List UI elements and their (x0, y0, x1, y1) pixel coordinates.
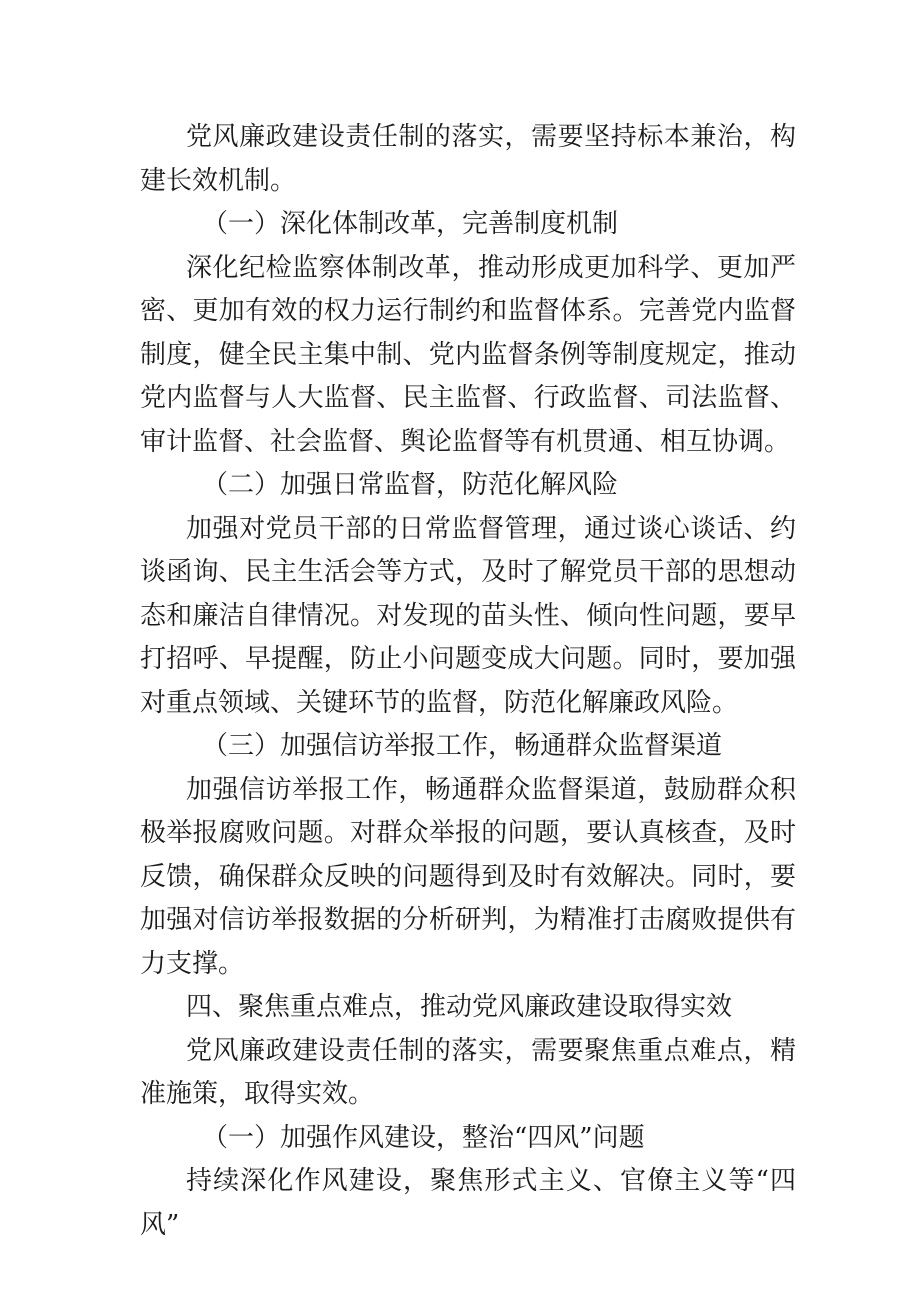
paragraph-reform: 深化纪检监察体制改革，推动形成更加科学、更加严密、更加有效的权力运行制约和监督体系。完善党内监督制度，健全民主集中制、党内监督条例等制度规定，推动党内监督与人大监督、民主监督、行政监督、司法监督、审计监督、社会监督、舆论监督等有机贯通、相互协调。 (140, 252, 796, 457)
subheading-work-style: （一）加强作风建设，整治“四风”问题 (202, 1122, 645, 1153)
subheading-reform: （一）深化体制改革，完善制度机制 (202, 209, 619, 239)
subheading-petitions: （三）加强信访举报工作，畅通群众监督渠道 (202, 731, 723, 761)
paragraph-supervision: 加强对党员干部的日常监督管理，通过谈心谈话、约谈函询、民主生活会等方式，及时了解党员干部的思想动态和廉洁自律情况。对发现的苗头性、倾向性问题，要早打招呼、早提醒，防止小问题变成大问题。同时，要加强对重点领域、关键环节的监督，防范化解廉政风险。 (140, 513, 796, 718)
subheading-supervision: （二）加强日常监督，防范化解风险 (202, 470, 619, 500)
section-heading-four: 四、聚焦重点难点，推动党风廉政建设取得实效 (186, 992, 733, 1022)
paragraph-petitions: 加强信访举报工作，畅通群众监督渠道，鼓励群众积极举报腐败问题。对群众举报的问题，要认真核查，及时反馈，确保群众反映的问题得到及时有效解决。同时，要加强对信访举报数据的分析研判，为精准打击腐败提供有力支撑。 (140, 774, 796, 979)
paragraph-intro: 党风廉政建设责任制的落实，需要坚持标本兼治，构建长效机制。 (140, 122, 796, 196)
paragraph-section-four: 党风廉政建设责任制的落实，需要聚焦重点难点，精准施策，取得实效。 (140, 1035, 796, 1109)
document-body (140, 116, 796, 1247)
paragraph-work-style: 持续深化作风建设，聚焦形式主义、官僚主义等“四风” (140, 1166, 796, 1240)
